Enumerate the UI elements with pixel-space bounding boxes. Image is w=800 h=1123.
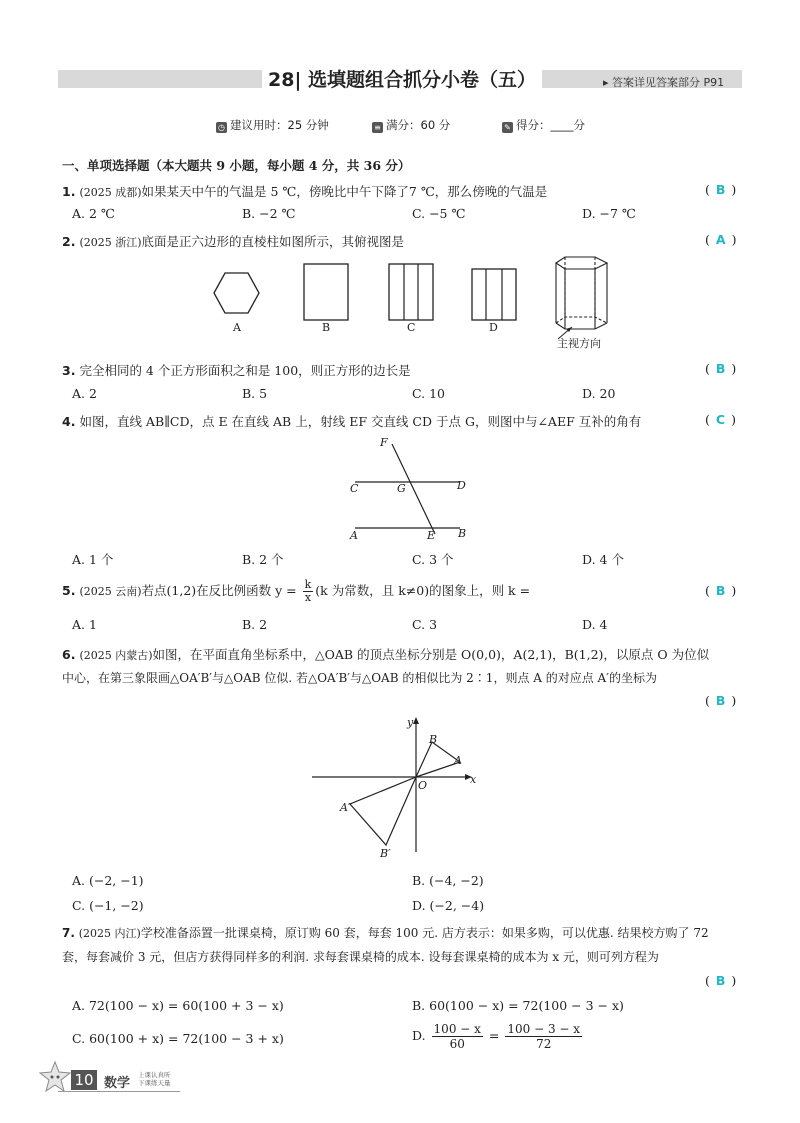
- question-number: 5.: [62, 583, 76, 598]
- point-e: E: [427, 529, 436, 542]
- footer-motto: [138, 1071, 171, 1087]
- answer-6: ( B ): [705, 693, 737, 708]
- time-text: 建议用时：25 分钟: [230, 118, 329, 132]
- got-text: 得分：____分: [516, 118, 585, 132]
- question-text: 完全相同的 4 个正方形面积之和是 100，则正方形的边长是: [79, 363, 411, 378]
- option-c: C. 10: [412, 386, 445, 401]
- option-c: C. 3 个: [412, 552, 454, 567]
- q2-label-d: D: [489, 321, 498, 334]
- pen-icon: ✎: [502, 122, 513, 133]
- point-a: A: [350, 529, 358, 542]
- question-text: 如图，直线 AB∥CD，点 E 在直线 AB 上，射线 EF 交直线 CD 于点 G，则图中与∠AEF 互补的角有: [79, 414, 642, 429]
- option-a: A. 1: [72, 617, 97, 632]
- option-c: C. 3: [412, 617, 438, 632]
- q6-figure: [300, 712, 500, 862]
- question-7-line2: 套，每套减价 3 元，但店方获得同样多的利润. 求每套课桌椅的成本. 设每套课桌椅的成本为 x 元，则可列方程为: [62, 950, 659, 964]
- point-a: A: [454, 754, 462, 767]
- option-d: D. 20: [582, 386, 616, 401]
- origin-label: O: [418, 779, 428, 792]
- got-info: [502, 117, 585, 133]
- option-d: D. 4 个: [582, 552, 624, 567]
- option-b: B. 60(100 − x) = 72(100 − 3 − x): [412, 998, 624, 1013]
- answer-3: ( B ): [705, 361, 737, 376]
- question-number: 7.: [62, 926, 75, 940]
- answer-letter: B: [715, 693, 726, 708]
- question-source: (2025 云南): [79, 585, 142, 598]
- option-d-label: D.: [412, 1028, 426, 1043]
- option-b: B. 2: [242, 617, 268, 632]
- point-b-prime: B′: [380, 847, 391, 860]
- frac-numerator: k: [304, 578, 312, 591]
- question-text: 底面是正六边形的直棱柱如图所示，其俯视图是: [141, 234, 405, 249]
- footer-rule: [58, 1091, 180, 1092]
- question-number: 1.: [62, 184, 76, 199]
- option-c: C. −5 ℃: [412, 206, 466, 221]
- square-shape: [304, 264, 348, 320]
- question-6-line2: 中心，在第三象限画△OA′B′与△OAB 位似. 若△OA′B′与△OAB 的相似比为 2∶1，则点 A 的对应点 A′的坐标为: [62, 671, 657, 685]
- answer-letter: A: [715, 232, 726, 247]
- option-c: C. (−1, −2): [72, 898, 144, 913]
- frac-denominator: x: [304, 591, 312, 604]
- axis-y-label: y: [407, 716, 414, 729]
- triangle-oa1b1: [350, 777, 416, 845]
- question-number: 4.: [62, 414, 76, 429]
- view-direction-label: 主视方向: [557, 337, 601, 350]
- question-text: 学校准备添置一批课桌椅，原订购 60 套，每套 100 元. 店方表示：如果多购，可以优惠. 结果校方购了 72: [140, 926, 709, 940]
- question-text: 若点(1,2)在反比例函数 y =: [141, 583, 297, 598]
- point-f: F: [380, 436, 388, 449]
- question-source: (2025 内蒙古): [79, 649, 153, 662]
- option-b: B. (−4, −2): [412, 873, 484, 888]
- question-source: (2025 成都): [79, 186, 142, 199]
- option-a: A. 1 个: [72, 552, 114, 567]
- rect-two-lines-shape: [389, 264, 433, 320]
- header-band-left: [58, 70, 262, 88]
- question-source: (2025 浙江): [79, 236, 142, 249]
- section-title: 一、单项选择题（本大题共 9 小题，每小题 4 分，共 36 分）: [62, 158, 411, 173]
- fraction-right: [505, 1022, 582, 1051]
- answer-letter: B: [715, 182, 726, 197]
- question-4: [62, 412, 641, 430]
- mascot-star-icon: [38, 1060, 72, 1094]
- point-a-prime: A′: [340, 801, 351, 814]
- option-c: C. 60(100 + x) = 72(100 − 3 + x): [72, 1031, 284, 1046]
- question-1: [62, 182, 547, 200]
- answer-reference: ▸ 答案详见答案部分 P91: [603, 76, 725, 89]
- q2-label-b: B: [322, 321, 331, 334]
- time-info: [216, 117, 329, 133]
- point-g: G: [397, 482, 406, 495]
- clock-icon: ◷: [216, 122, 227, 133]
- motto-line-1: 上课认真听: [138, 1071, 171, 1079]
- option-d: D. −7 ℃: [582, 206, 636, 221]
- option-a: A. 72(100 − x) = 60(100 + 3 − x): [72, 998, 284, 1013]
- option-d: [412, 1022, 584, 1051]
- option-d: D. (−2, −4): [412, 898, 485, 913]
- answer-letter: B: [715, 973, 726, 988]
- question-number: 6.: [62, 647, 76, 662]
- question-text: 如图，在平面直角坐标系中，△OAB 的顶点坐标分别是 O(0,0)，A(2,1)，B(1,2)，以原点 O 为位似: [152, 647, 710, 662]
- hexagon-shape: [214, 273, 259, 313]
- q2-label-c: C: [407, 321, 416, 334]
- option-d: D. 4: [582, 617, 608, 632]
- score-info: [372, 117, 450, 133]
- question-6: [62, 645, 709, 663]
- answer-7: ( B ): [705, 973, 737, 988]
- score-text: 满分：60 分: [386, 118, 451, 132]
- answer-letter: B: [715, 361, 726, 376]
- question-5: [62, 579, 530, 604]
- page-number: 10: [71, 1070, 97, 1090]
- answer-4: ( C ): [705, 412, 736, 427]
- question-source: (2025 内江): [78, 927, 141, 940]
- page-title: 28| 选填题组合抓分小卷（五）: [262, 62, 542, 98]
- score-icon: ≡: [372, 122, 383, 133]
- footer-subject: 数学: [104, 1076, 131, 1091]
- answer-letter: B: [715, 583, 726, 598]
- answer-5: ( B ): [705, 583, 737, 598]
- question-number: 3.: [62, 363, 76, 378]
- equals-sign: =: [488, 1028, 500, 1043]
- frac-numerator: 100 − x: [433, 1022, 481, 1036]
- option-a: A. 2: [72, 386, 97, 401]
- question-number: 2.: [62, 234, 76, 249]
- frac-denominator: 60: [449, 1037, 465, 1051]
- option-b: B. −2 ℃: [242, 206, 296, 221]
- point-b: B: [458, 527, 467, 540]
- answer-letter: C: [715, 412, 726, 427]
- answer-2: ( A ): [705, 232, 737, 247]
- motto-line-2: 下课练天量: [138, 1079, 171, 1087]
- fraction-k-over-x: [303, 579, 314, 604]
- rect-two-lines-shape-2: [472, 269, 516, 320]
- question-2: [62, 232, 404, 250]
- fraction-left: [432, 1022, 483, 1051]
- option-a: A. 2 ℃: [72, 206, 115, 221]
- option-b: B. 2 个: [242, 552, 284, 567]
- answer-1: ( B ): [705, 182, 737, 197]
- point-b: B: [429, 733, 438, 746]
- axis-x-label: x: [470, 773, 477, 786]
- prism-3d: [556, 257, 607, 329]
- question-text-2: (k 为常数，且 k≠0)的图象上，则 k =: [315, 583, 531, 598]
- question-text: 如果某天中午的气温是 5 ℃，傍晚比中午下降了7 ℃，那么傍晚的气温是: [141, 184, 548, 199]
- question-3: [62, 361, 411, 379]
- question-7: [62, 924, 709, 941]
- frac-denominator: 72: [536, 1037, 552, 1051]
- frac-numerator: 100 − 3 − x: [507, 1022, 581, 1036]
- option-b: B. 5: [242, 386, 268, 401]
- option-a: A. (−2, −1): [72, 873, 144, 888]
- point-c: C: [350, 482, 359, 495]
- q2-label-a: A: [233, 321, 241, 334]
- point-d: D: [457, 479, 466, 492]
